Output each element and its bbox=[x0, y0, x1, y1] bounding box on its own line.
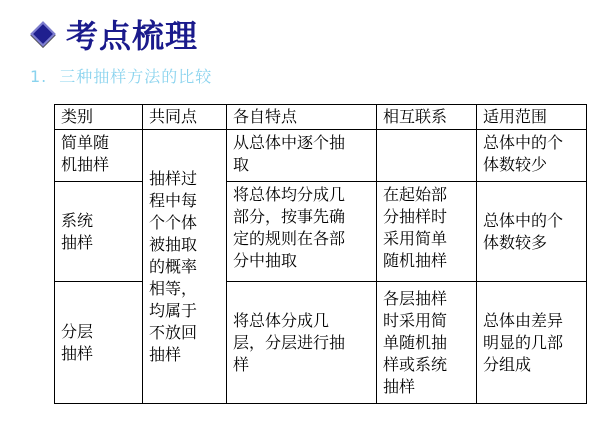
table-header-row bbox=[55, 105, 587, 130]
diamond-bullet-icon bbox=[30, 21, 55, 46]
relation-cell bbox=[377, 130, 477, 182]
feature-cell: 将总体均分成几 部分，按事先确 定的规则在各部 分中抽取 bbox=[227, 182, 377, 282]
category-cell: 系统 抽样 bbox=[55, 182, 143, 282]
column-header: 相互联系 bbox=[377, 105, 477, 130]
table-row bbox=[55, 182, 587, 282]
scope-cell: 总体由差异 明显的几部 分组成 bbox=[477, 282, 587, 404]
relation-cell: 在起始部 分抽样时 采用简单 随机抽样 bbox=[377, 182, 477, 282]
section-subtitle bbox=[30, 64, 212, 87]
table-row bbox=[55, 282, 587, 404]
scope-cell: 总体中的个 体数较多 bbox=[477, 182, 587, 282]
column-header: 适用范围 bbox=[477, 105, 587, 130]
column-header: 各自特点 bbox=[227, 105, 377, 130]
comparison-table bbox=[54, 104, 587, 404]
feature-cell: 将总体分成几 层，分层进行抽 样 bbox=[227, 282, 377, 404]
feature-cell: 从总体中逐个抽 取 bbox=[227, 130, 377, 182]
scope-cell: 总体中的个 体数较少 bbox=[477, 130, 587, 182]
table-row bbox=[55, 130, 587, 182]
subtitle-text: 三种抽样方法的比较 bbox=[59, 67, 213, 86]
relation-cell: 各层抽样 时采用简 单随机抽 样或系统 抽样 bbox=[377, 282, 477, 404]
subtitle-number: 1. bbox=[30, 67, 48, 86]
title-row bbox=[30, 12, 198, 56]
common-point-cell: 抽样过 程中每 个个体 被抽取 的概率 相等， 均属于 不放回 抽样 bbox=[143, 130, 227, 404]
category-cell: 分层 抽样 bbox=[55, 282, 143, 404]
category-cell: 简单随 机抽样 bbox=[55, 130, 143, 182]
page-title: 考点梳理 bbox=[66, 17, 199, 55]
column-header: 共同点 bbox=[143, 105, 227, 130]
column-header: 类别 bbox=[55, 105, 143, 130]
